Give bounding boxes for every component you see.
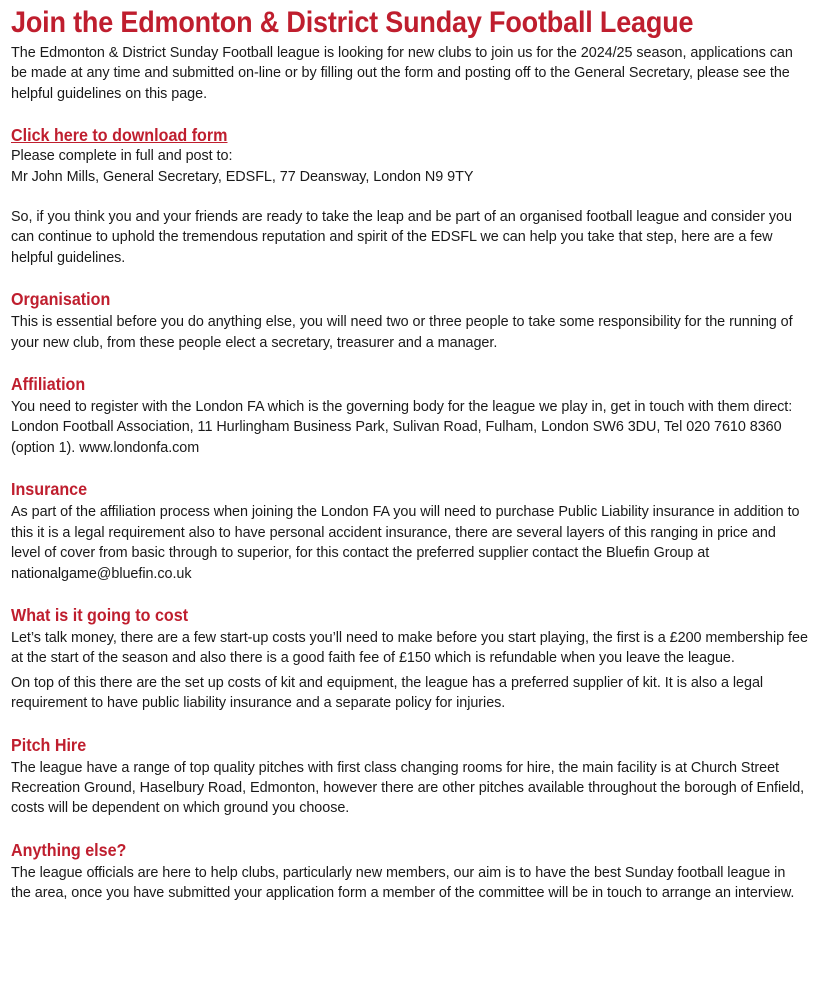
section-heading-anything-else: Anything else?	[11, 839, 127, 860]
section-body-organisation: This is essential before you do anything else, you will need two or three people to take some responsibility for the running of your new club, from these people elect a secretary, treasurer and a manager.	[11, 314, 793, 351]
intro-paragraph: The Edmonton & District Sunday Football league is looking for new clubs to join us for the 2024/25 season, applications can be made at any time and submitted on-line or by filling out the form and posting off to the General Secretary, please see the helpful guidelines on this page.	[11, 45, 793, 102]
section-heading-organisation: Organisation	[11, 289, 111, 310]
download-form-link[interactable]: Click here to download form	[11, 125, 228, 146]
section-body-cost-kit: On top of this there are the set up costs of kit and equipment, the league has a preferred supplier of kit. It is also a legal requirement to have public liability insurance and a separate policy for injuries.	[11, 674, 764, 712]
section-pitch-hire	[11, 733, 809, 819]
section-cost	[11, 603, 809, 714]
post-address: Mr John Mills, General Secretary, EDSFL, 77 Deansway, London N9 9TY	[11, 168, 474, 185]
section-organisation	[11, 287, 809, 353]
section-body-anything-else: The league officials are here to help clubs, particularly new members, our aim is to have the best Sunday football league in the area, once you have submitted your application form a member of the committee will be in touch to arrange an interview.	[11, 864, 795, 902]
section-body-insurance: As part of the affiliation process when joining the London FA you will need to purchase Public Liability insurance in addition to this it is a legal requirement also to have personal accident insurance, there are several layers of this ranging in price and level of cover from basic through to superior, for this contact the preferred supplier contact the Bluefin Group at nationalgame@bluefin.co.uk	[11, 504, 800, 582]
post-instructions-block	[11, 146, 809, 187]
post-instructions: Please complete in full and post to:	[11, 148, 233, 165]
section-insurance	[11, 477, 809, 584]
section-body-cost-fees: Let’s talk money, there are a few start-up costs you’ll need to make before you start playing, the first is a £200 membership fee at the start of the season and also there is a good faith fee of £150 which is refundable when you leave the league.	[11, 629, 808, 667]
section-body-pitch-hire: The league have a range of top quality pitches with first class changing rooms for hire, the main facility is at Church Street Recreation Ground, Haselbury Road, Edmonton, however there are other pitches available throughout the borough of Enfield, costs will be dependent on which ground you choose.	[11, 759, 805, 817]
page-title: Join the Edmonton & District Sunday Football League	[11, 6, 694, 39]
section-heading-insurance: Insurance	[11, 479, 88, 500]
section-body-affiliation: You need to register with the London FA which is the governing body for the league we play in, get in touch with them direct: London Football Association, 11 Hurlingham Business Park, Sulivan Road, Fulham, London SW6 3DU, Tel 020 7610 8360 (option 1). www.londonfa.com	[11, 399, 793, 456]
section-heading-cost: What is it going to cost	[11, 604, 189, 625]
section-affiliation	[11, 372, 809, 458]
section-heading-pitch-hire: Pitch Hire	[11, 734, 87, 755]
section-anything-else	[11, 838, 809, 904]
section-heading-affiliation: Affiliation	[11, 374, 86, 395]
guidelines-intro-paragraph: So, if you think you and your friends are ready to take the leap and be part of an organised football league and consider you can continue to uphold the tremendous reputation and spirit of the EDSFL we can help you take that step, here are a few helpful guidelines.	[11, 209, 792, 266]
